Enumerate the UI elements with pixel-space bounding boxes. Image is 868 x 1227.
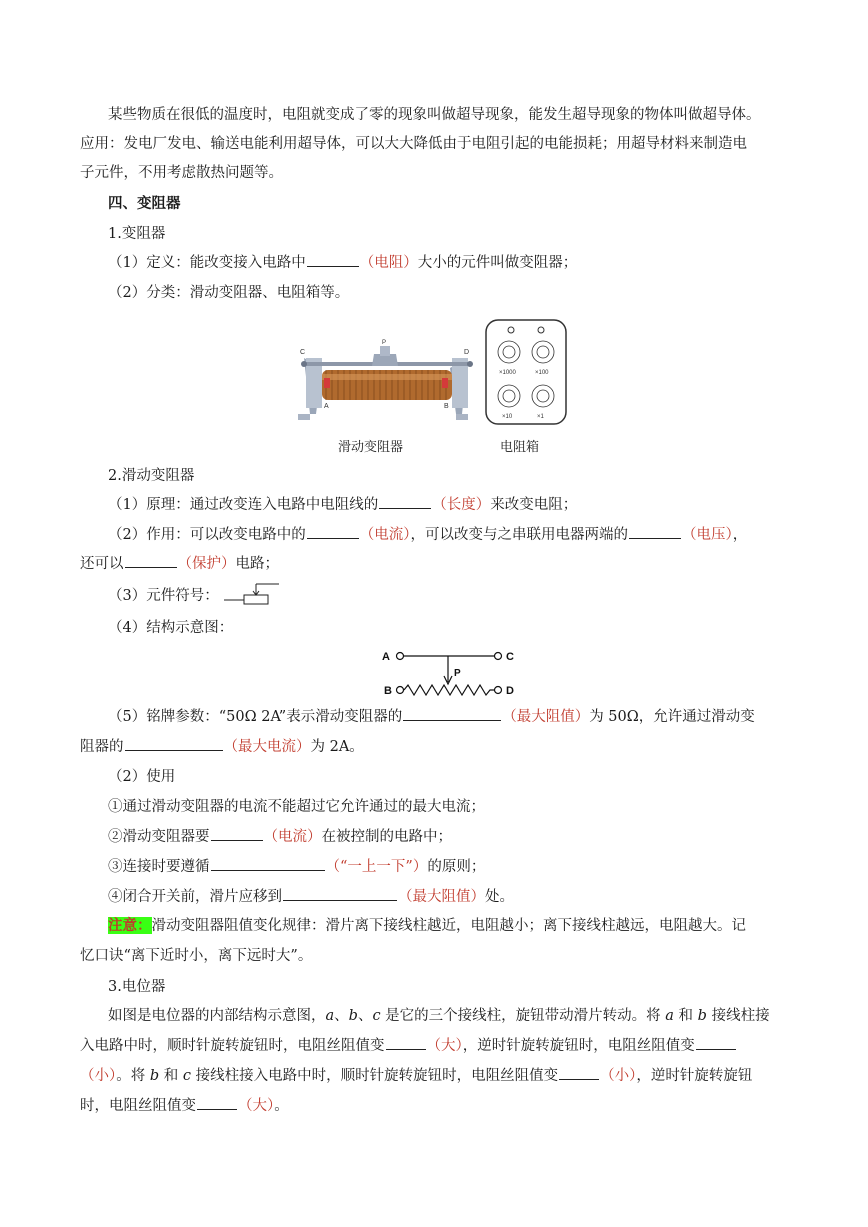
blank-field [629, 524, 681, 539]
answer-text: （电流） [359, 527, 411, 543]
note-tag: 注意： [108, 917, 152, 934]
var-b: b [348, 1008, 358, 1024]
struct-label-p: P [454, 668, 461, 679]
pot-l1-prefix: 如图是电位器的内部结构示意图， [108, 1008, 326, 1024]
subsection-3-title: 3.电位器 [108, 979, 166, 995]
nameplate-middle: 为 50Ω，允许通过滑动变 [589, 709, 755, 725]
rheostat-foot-left [298, 414, 310, 420]
answer-text: （小） [600, 1068, 637, 1084]
usage3-prefix: ③连接时要遵循 [108, 859, 210, 875]
rheostat-symbol [224, 582, 284, 606]
label-d: D [464, 349, 470, 356]
blank-field [283, 886, 397, 901]
label-p: P [382, 340, 387, 346]
superconductor-line-3: 子元件，不用考虑散热问题等。 [80, 165, 283, 181]
classification-line: （2）分类：滑动变阻器、电阻箱等。 [108, 285, 350, 301]
answer-text: （最大阻值） [398, 889, 485, 905]
label-c: C [300, 349, 306, 356]
answer-text: （大） [426, 1038, 463, 1054]
nameplate-line-1 [108, 706, 808, 728]
blank-field [379, 494, 431, 509]
blank-field [559, 1065, 599, 1080]
blank-field [211, 826, 263, 841]
dial-label-1: ×1 [537, 414, 544, 420]
pot-l1-middle: 是它的三个接线柱，旋钮带动滑片转动。将 [380, 1008, 666, 1024]
answer-text: （保护） [177, 556, 236, 572]
resistance-box-caption: 电阻箱 [500, 440, 540, 455]
section-heading: 四、变阻器 [108, 195, 181, 212]
label-a: A [324, 403, 329, 410]
superconductor-line-1: 某些物质在很低的温度时，电阻就变成了零的现象叫做超导现象，能发生超导现象的物体叫做超导体。 [108, 107, 761, 123]
answer-text: （小） [80, 1068, 117, 1084]
blank-field [125, 736, 223, 751]
conjunction: 和 [673, 1008, 698, 1024]
terminal-a [324, 378, 330, 388]
conjunction: 和 [159, 1068, 183, 1084]
blank-field [696, 1035, 736, 1050]
pot-l3-end: ，逆时针旋转旋钮 [636, 1068, 753, 1084]
dial-label-100: ×100 [535, 370, 549, 376]
struct-label-d: D [506, 685, 514, 697]
pot-l4-prefix: 时，电阻丝阻值变 [80, 1098, 196, 1114]
pot-l1-end: 接线柱接 [706, 1008, 770, 1024]
nameplate2-prefix: 阻器的 [80, 739, 124, 755]
usage3-suffix: 的原则； [427, 859, 486, 875]
blank-field [386, 1035, 426, 1050]
principle-prefix: （1）原理：通过改变连入电路中电阻线的 [108, 497, 379, 513]
structure-line: （4）结构示意图： [108, 620, 234, 636]
struct-label-b: B [384, 685, 392, 697]
terminal-b [442, 378, 448, 388]
blank-field [307, 252, 359, 267]
answer-text: （电流） [263, 829, 322, 845]
var-a: a [325, 1008, 335, 1024]
potentiometer-line-1 [108, 1005, 808, 1027]
blank-field [307, 524, 359, 539]
blank-field [197, 1095, 237, 1110]
var-c: c [372, 1008, 381, 1024]
usage-item-4 [108, 886, 808, 908]
function-middle: ，可以改变与之串联用电器两端的 [410, 527, 628, 543]
pot-l2-middle: ，逆时针旋转旋钮时，电阻丝阻值变 [462, 1038, 695, 1054]
pot-l3-prefix: 。将 [116, 1068, 150, 1084]
terminal-c [301, 361, 307, 367]
separator: 、 [357, 1008, 373, 1024]
blank-field [211, 856, 325, 871]
symbol-line [108, 585, 808, 607]
var-a: a [665, 1008, 674, 1024]
answer-text: （“一上一下”） [325, 859, 428, 875]
rheostat-caption: 滑动变阻器 [338, 440, 404, 455]
superconductor-line-2: 应用：发电厂发电、输送电能利用超导体，可以大大降低由于电阻引起的电能损耗；用超导材料来制造电 [80, 136, 747, 152]
usage4-suffix: 处。 [485, 889, 514, 905]
rheostat-slider-top [380, 346, 390, 356]
definition-prefix: （1）定义：能改变接入电路中 [108, 255, 306, 271]
pot-l2-prefix: 入电路中时，顺时针旋转旋钮时，电阻丝阻值变 [80, 1038, 385, 1054]
answer-text: （电压） [681, 527, 733, 543]
subsection-1-title: 1.变阻器 [108, 226, 166, 242]
function2-prefix: 还可以 [80, 556, 124, 572]
subsection-2-title: 2.滑动变阻器 [108, 468, 195, 484]
resistance-box [486, 320, 566, 424]
dial-label-10: ×10 [502, 414, 513, 420]
rheostat-foot-right [456, 414, 468, 420]
definition-suffix: 大小的元件叫做变阻器； [417, 255, 578, 271]
rheostat-figure [296, 318, 596, 426]
usage-title: （2）使用 [108, 769, 176, 785]
potentiometer-line-3 [80, 1065, 808, 1087]
answer-text: （最大电流） [223, 739, 311, 755]
var-c: c [182, 1068, 191, 1084]
potentiometer-line-2 [80, 1035, 808, 1057]
principle-line [108, 494, 808, 516]
label-b: B [444, 403, 449, 410]
usage-item-1: ①通过滑动变阻器的电流不能超过它允许通过的最大电流； [108, 799, 485, 815]
struct-label-c: C [506, 651, 514, 663]
function2-suffix: 电路； [235, 556, 279, 572]
terminal-d [467, 361, 473, 367]
usage2-suffix: 在被控制的电路中； [321, 829, 452, 845]
usage-item-3 [108, 856, 808, 878]
note-line-1 [108, 915, 808, 937]
nameplate2-suffix: 为 2A。 [310, 739, 364, 755]
dial-label-1000: ×1000 [499, 370, 516, 376]
answer-text: （电阻） [359, 255, 418, 271]
struct-label-a: A [382, 651, 390, 663]
symbol-label: （3）元件符号： [108, 588, 219, 604]
var-b: b [149, 1068, 160, 1084]
structure-diagram [380, 644, 520, 698]
blank-field [403, 706, 501, 721]
note-line-2: 忆口诀“离下近时小，离下远时大”。 [80, 948, 313, 964]
potentiometer-line-4 [80, 1095, 808, 1117]
note-text-1: 滑动变阻器阻值变化规律：滑片离下接线柱越近，电阻越小；离下接线柱越远，电阻越大。记 [151, 918, 746, 934]
function-line-2 [80, 553, 808, 575]
answer-text: （大） [238, 1098, 275, 1114]
function-end: ， [732, 527, 748, 543]
usage4-prefix: ④闭合开关前，滑片应移到 [108, 889, 282, 905]
var-b: b [697, 1008, 707, 1024]
principle-suffix: 来改变电阻； [490, 497, 578, 513]
answer-text: （最大阻值） [502, 709, 590, 725]
separator: 、 [334, 1008, 349, 1024]
answer-text: （长度） [432, 497, 491, 513]
nameplate-line-2 [80, 736, 808, 758]
function-line-1 [108, 524, 808, 546]
blank-field [125, 553, 177, 568]
pot-l4-end: 。 [274, 1098, 289, 1114]
usage2-prefix: ②滑动变阻器要 [108, 829, 210, 845]
function-prefix: （2）作用：可以改变电路中的 [108, 527, 306, 543]
nameplate-prefix: （5）铭牌参数：“50Ω 2A”表示滑动变阻器的 [108, 709, 403, 725]
definition-line [108, 252, 808, 274]
usage-item-2 [108, 826, 808, 848]
pot-l3-middle: 接线柱接入电路中时，顺时针旋转旋钮时，电阻丝阻值变 [191, 1068, 559, 1084]
